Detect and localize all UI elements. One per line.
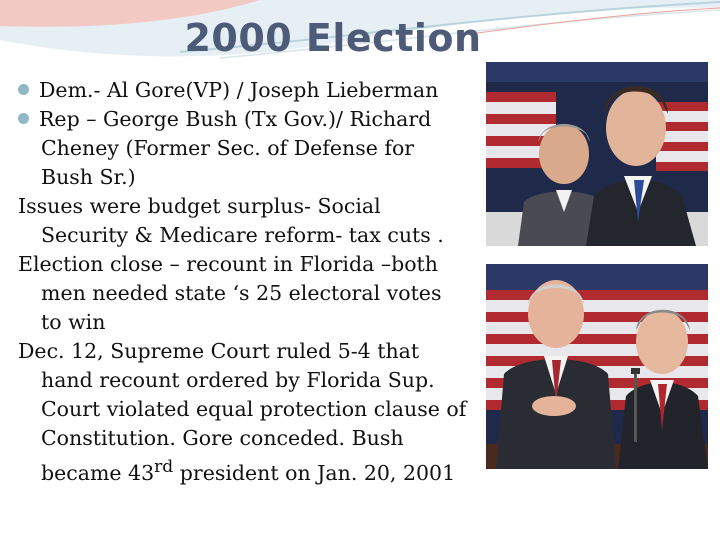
slide-title: 2000 Election	[184, 16, 482, 60]
item-text: Election close – recount in Florida –both men needed state ‘s 25 electoral votes to win	[18, 252, 442, 334]
item-text-before: Dec. 12, Supreme Court ruled 5-4 that hand recount ordered by Florida Sup. Court violated equal protection clause of Constitution. Gore conceded. Bush became 43	[18, 339, 467, 485]
bullet-dot-icon	[18, 84, 29, 95]
paragraph-issues	[18, 192, 468, 250]
cheney-bush-photo	[486, 264, 708, 469]
item-text: Dem.- Al Gore(VP) / Joseph Lieberman	[39, 78, 439, 102]
bullet-item-candidates-dem	[18, 76, 468, 105]
bullet-item-candidates-rep	[18, 105, 468, 192]
bullet-dot-icon	[18, 113, 29, 124]
item-text: Issues were budget surplus- Social Security & Medicare reform- tax cuts .	[18, 194, 444, 247]
slide-body	[18, 76, 468, 488]
item-text-after: president on Jan. 20, 2001	[173, 460, 456, 485]
ordinal-superscript: rd	[154, 457, 174, 477]
paragraph-recount	[18, 250, 468, 337]
paragraph-supreme-court	[18, 337, 468, 488]
gore-lieberman-photo	[486, 62, 708, 246]
item-text: Rep – George Bush (Tx Gov.)/ Richard Cheney (Former Sec. of Defense for Bush Sr.)	[39, 107, 432, 189]
